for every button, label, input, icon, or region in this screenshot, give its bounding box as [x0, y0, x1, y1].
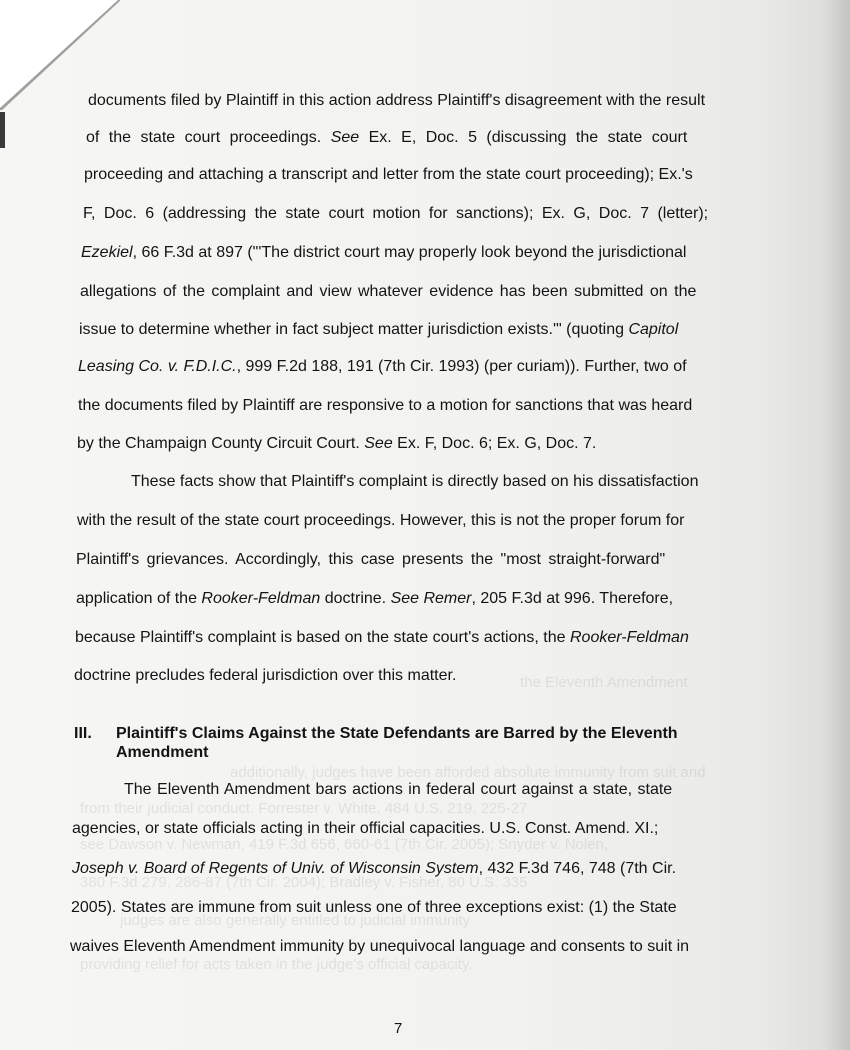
italic-citation: Ezekiel: [81, 244, 133, 261]
text-line: allegations of the complaint and view whatever evidence has been submitted on the: [80, 283, 697, 300]
text-line: Ezekiel, 66 F.3d at 897 ("'The district court may properly look beyond the jurisdictional: [81, 244, 687, 261]
text-line: Joseph v. Board of Regents of Univ. of Wisconsin System, 432 F.3d 746, 748 (7th Cir.: [72, 860, 677, 877]
section-title-line-2: Amendment: [116, 744, 209, 761]
section-number: III.: [74, 725, 92, 742]
italic-citation: Rooker-Feldman: [569, 629, 689, 646]
document-page: the Eleventh Amendment additionally, judges have been afforded absolute immunity from suit and from their judicial conduct. Forrester v. White, 484 U.S. 219, 225-27 see Dawson v. Newman, 419 F.3d 656, 660-61 (7th Cir. 2005); Snyder v. Nolen, 380 F.3d 279, 286-87 (7th Cir. 2004); Bradley v. Fisher, 80 U.S. 335 judges are also generally entitled to judicial immunity providing relief for acts taken in the judge's official capacity. documents filed by Plaintiff in this action address Plaintiff's disagreement with the result of the state court proceedings. See Ex. E, Doc. 5 (discussing the state court proceeding and attaching a transcript and letter from the state court proceeding); Ex.'s F, Doc. 6 (addressing the state court motion for sanctions); Ex. G, Doc. 7 (letter); Ezekiel, 66 F.3d at 897 ("'The district court may properly look beyond the jurisdictional allegations of the complaint and view whatever evidence has been submitted on the issue to determine whether in fact subject matter jurisdiction exists.'" (quoting Capitol Leasing Co. v. F.D.I.C., 999 F.2d 188, 191 (7th Cir. 1993) (per curiam)). Further, two of the documents filed by Plaintiff are responsive to a motion for sanctions that was heard by the Champaign County Circuit Court. See Ex. F, Doc. 6; Ex. G, Doc. 7. These facts show that Plaintiff's complaint is directly based on his dissatisfaction with the result of the state court proceedings. However, this is not the proper forum for Plaintiff's grievances. Accordingly, this case presents the "most straight-forward" application of the Rooker-Feldman doctrine. See Remer, 205 F.3d at 996. Therefore, because Plaintiff's complaint is based on the state court's actions, the Rooker-Feldman doctrine precludes federal jurisdiction over this matter. III. Plaintiff's Claims Against the State Defendants are Barred by the Eleventh Amendment The Eleventh Amendment bars actions in federal court against a state, state agencies, or state officials acting in their official capacities. U.S. Const. Amend. XI.; Joseph v. Board of Regents of Univ. of Wisconsin System, 432 F.3d 746, 748 (7th Cir. 2005). States are immune from suit unless one of three exceptions exist: (1) the State waives Eleventh Amendment immunity by unequivocal language and consents to suit in 7: [0, 0, 850, 1050]
scan-edge-mark: [0, 112, 5, 148]
text-line: doctrine precludes federal jurisdiction over this matter.: [74, 667, 457, 684]
italic-citation: Capitol: [628, 321, 679, 338]
text-line: application of the Rooker-Feldman doctrine. See Remer, 205 F.3d at 996. Therefore,: [76, 590, 674, 607]
italic-citation: See Remer: [390, 590, 472, 607]
italic-citation: See: [330, 129, 360, 146]
text-line: Plaintiff's grievances. Accordingly, this case presents the "most straight-forward": [76, 551, 666, 568]
page-number: 7: [394, 1020, 403, 1037]
italic-citation: See: [364, 435, 393, 452]
text-line: The Eleventh Amendment bars actions in federal court against a state, state: [124, 781, 673, 798]
text-line: These facts show that Plaintiff's complaint is directly based on his dissatisfaction: [131, 473, 699, 490]
text-line: documents filed by Plaintiff in this action address Plaintiff's disagreement with the result: [88, 92, 706, 109]
text-line: F, Doc. 6 (addressing the state court motion for sanctions); Ex. G, Doc. 7 (letter);: [83, 205, 709, 222]
text-line: with the result of the state court proceedings. However, this is not the proper forum for: [77, 512, 685, 529]
text-line: 2005). States are immune from suit unless one of three exceptions exist: (1) the State: [71, 899, 677, 916]
italic-citation: Leasing Co. v. F.D.I.C.: [78, 358, 237, 375]
text-line: the documents filed by Plaintiff are responsive to a motion for sanctions that was heard: [78, 397, 693, 414]
text-line: proceeding and attaching a transcript and letter from the state court proceeding); Ex.'s: [84, 166, 693, 183]
text-line: Leasing Co. v. F.D.I.C., 999 F.2d 188, 191 (7th Cir. 1993) (per curiam)). Further, two of: [78, 358, 687, 375]
italic-citation: Rooker-Feldman: [201, 590, 321, 607]
text-line: issue to determine whether in fact subject matter jurisdiction exists.'" (quoting Capitol: [79, 321, 679, 338]
section-heading: [74, 724, 734, 764]
text-line: by the Champaign County Circuit Court. See Ex. F, Doc. 6; Ex. G, Doc. 7.: [77, 435, 597, 452]
text-line: waives Eleventh Amendment immunity by unequivocal language and consents to suit in: [70, 938, 690, 955]
section-title-line-1: Plaintiff's Claims Against the State Defendants are Barred by the Eleventh: [116, 725, 678, 742]
text-line: because Plaintiff's complaint is based on the state court's actions, the Rooker-Feldman: [75, 629, 689, 646]
text-line: agencies, or state officials acting in their official capacities. U.S. Const. Amend. XI.;: [72, 820, 659, 837]
italic-citation: Joseph v. Board of Regents of Univ. of Wisconsin System: [72, 860, 479, 877]
text-line: of the state court proceedings. See Ex. E, Doc. 5 (discussing the state court: [86, 129, 688, 146]
